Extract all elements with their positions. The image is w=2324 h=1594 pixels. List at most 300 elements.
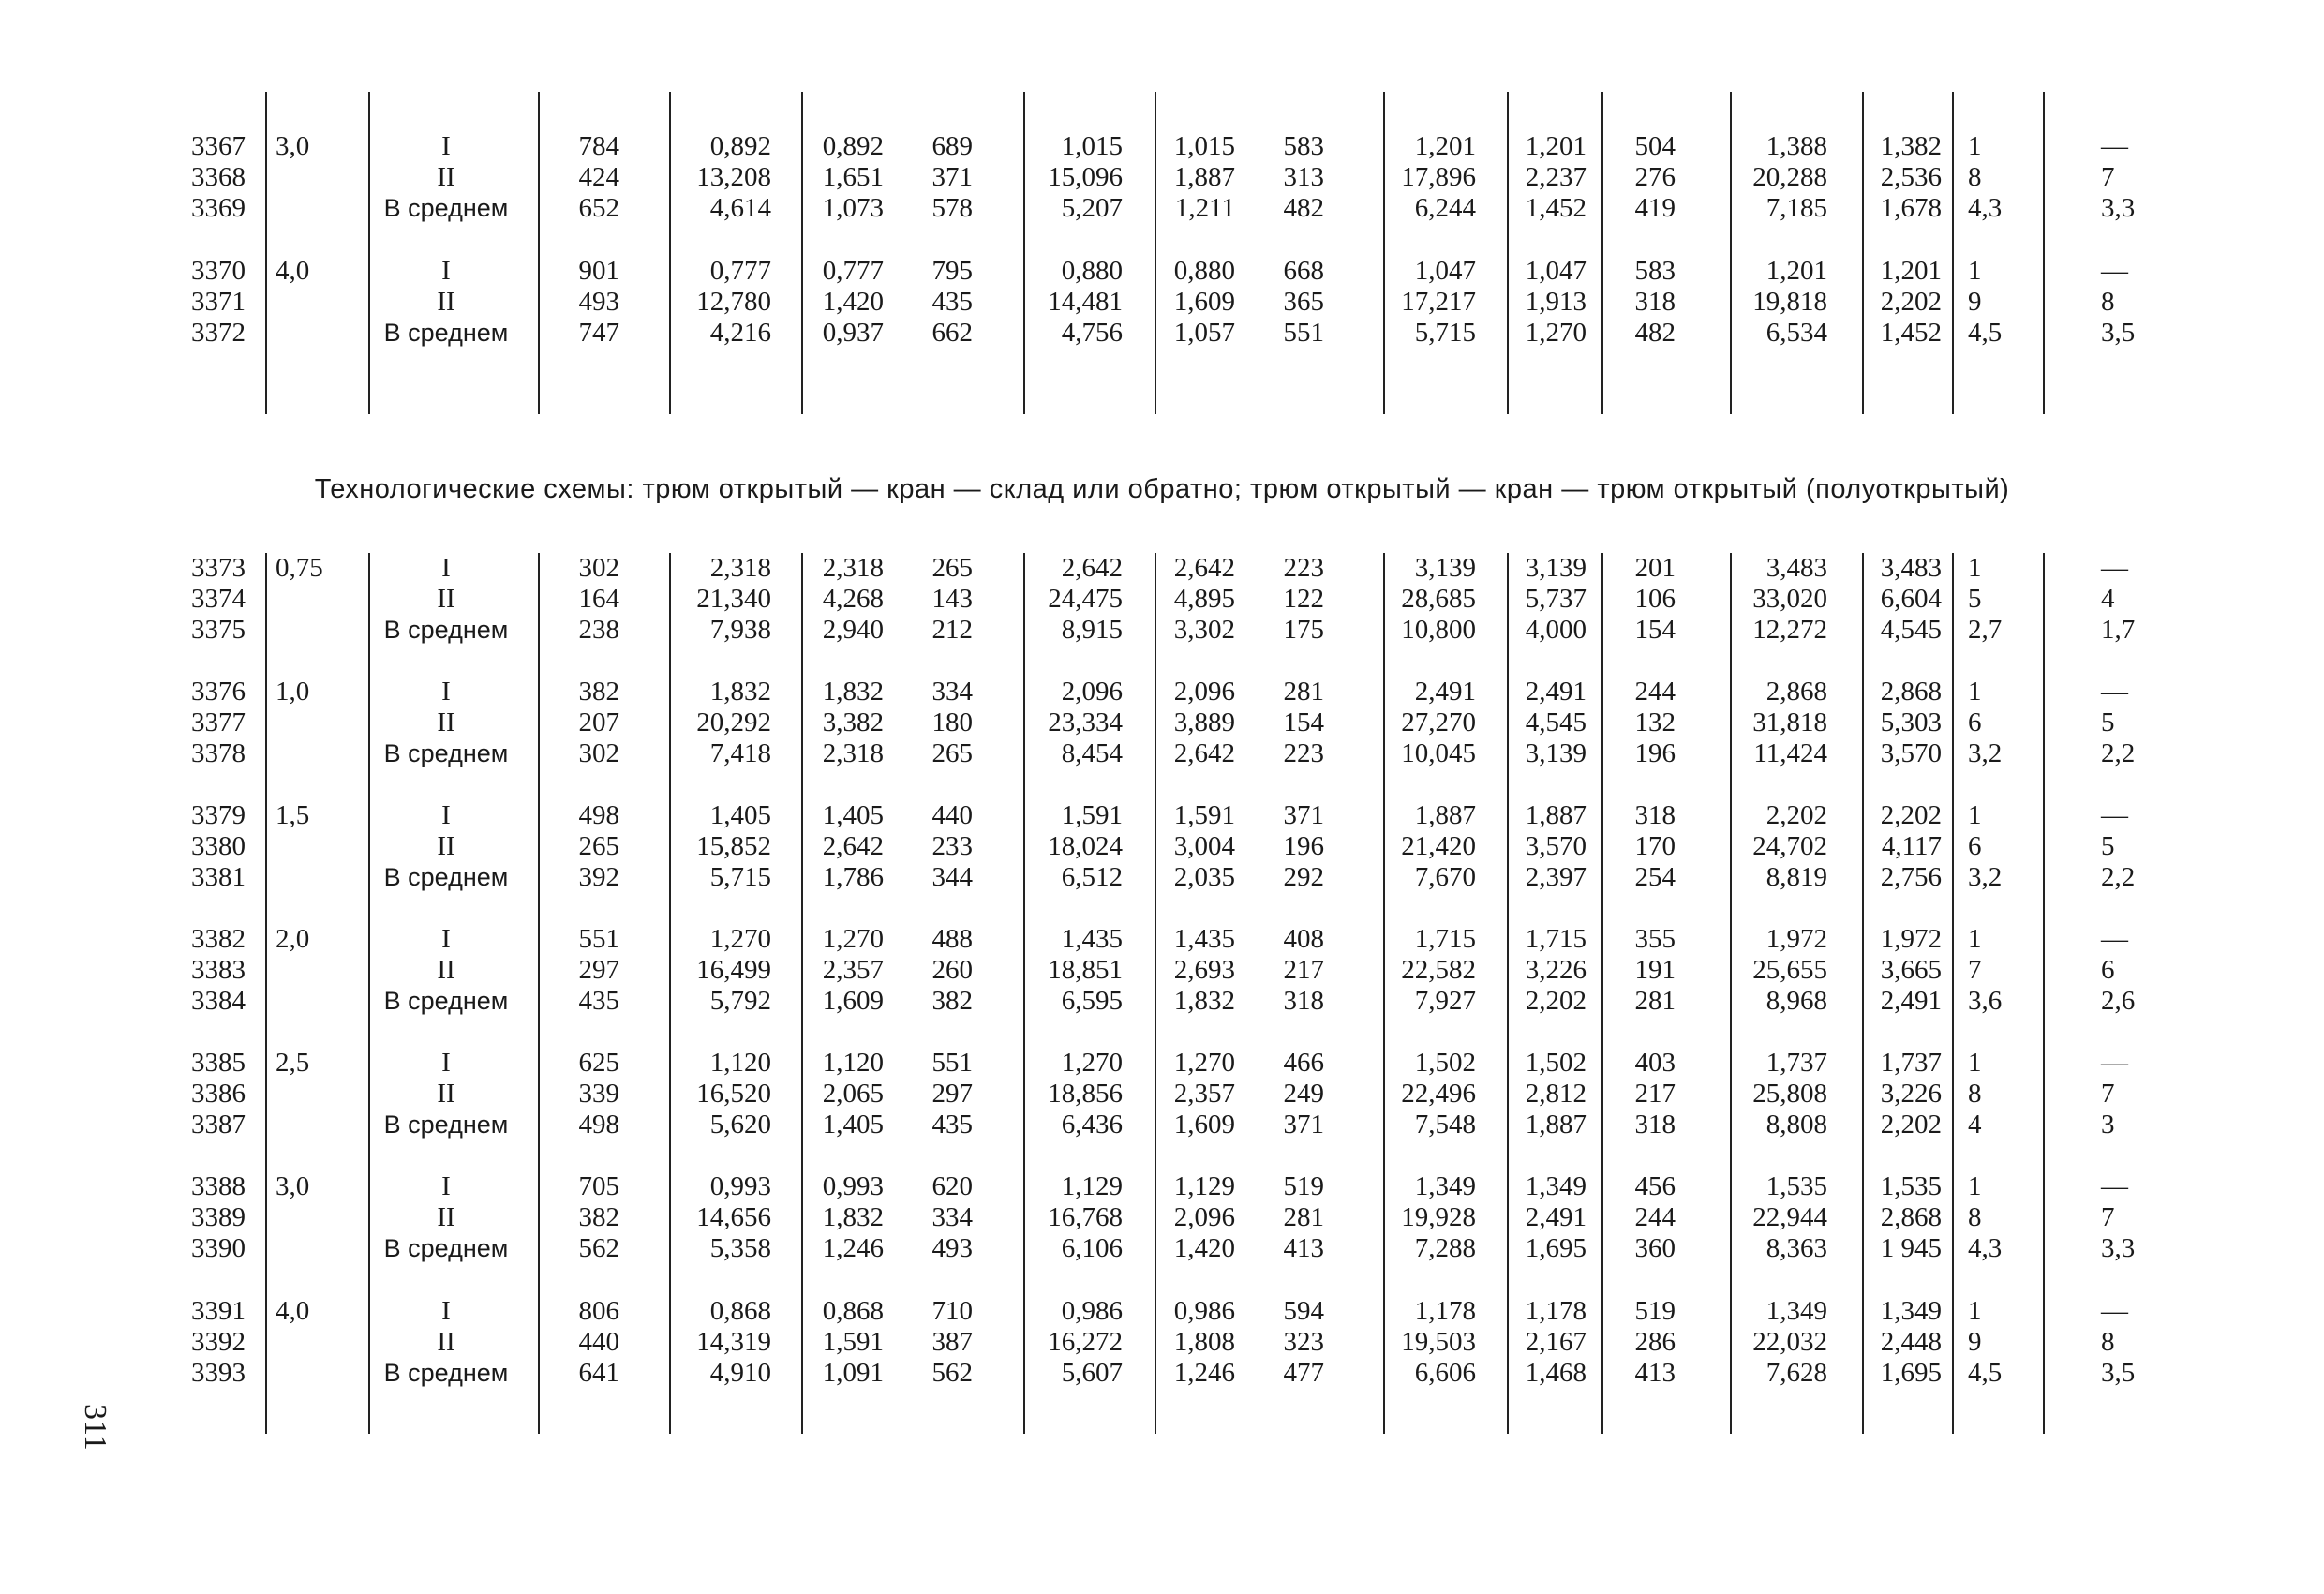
cell-c14: — [2101,1296,2128,1326]
cell-c8: 1,178 [1414,1296,1476,1326]
cell-c8: 17,896 [1401,162,1476,192]
cell-c1: 498 [578,800,619,830]
cell-c9: 1,887 [1525,1110,1587,1140]
cell-c6: 1,270 [1173,1048,1235,1078]
cell-category-value: 3,0 [276,131,310,161]
cell-c1: 435 [578,986,619,1016]
cell-c9: 3,570 [1525,831,1587,861]
cell-c11: 6,534 [1765,318,1827,348]
cell-row-number: 3385 [191,1048,246,1078]
cell-c4: 297 [931,1079,973,1109]
cell-c9: 1,715 [1525,924,1587,954]
cell-c12: 1,452 [1880,318,1942,348]
cell-c3: 4,268 [822,584,884,614]
cell-c3: 0,993 [822,1171,884,1201]
cell-c10: 583 [1634,256,1676,286]
cell-c11: 1,972 [1765,924,1827,954]
cell-c12: 1,737 [1880,1048,1942,1078]
cell-c14: 8 [2101,1327,2115,1357]
cell-c13: 1 [1968,553,1982,583]
cell-c9: 1,201 [1525,131,1587,161]
cell-c4: 440 [931,800,973,830]
cell-c4: 334 [931,1202,973,1232]
cell-c13: 1 [1968,800,1982,830]
cell-c3: 1,591 [822,1327,884,1357]
cell-mode-label: I [441,924,451,954]
cell-c8: 1,887 [1414,800,1476,830]
cell-row-number: 3376 [191,677,246,707]
cell-row-number: 3387 [191,1110,246,1140]
cell-category-value: 4,0 [276,1296,310,1326]
cell-c6: 1,609 [1173,287,1235,317]
cell-c8: 19,928 [1401,1202,1476,1232]
cell-row-number: 3384 [191,986,246,1016]
cell-c7: 313 [1283,162,1324,192]
cell-c8: 2,491 [1414,677,1476,707]
column-rule [669,553,671,1434]
cell-c13: 2,7 [1968,615,2003,645]
cell-c12: 2,202 [1880,800,1942,830]
cell-c1: 440 [578,1327,619,1357]
cell-c12: 4,545 [1880,615,1942,645]
cell-c2: 15,852 [696,831,771,861]
cell-c11: 25,655 [1752,955,1827,985]
cell-c11: 20,288 [1752,162,1827,192]
cell-c9: 1,270 [1525,318,1587,348]
cell-c8: 7,288 [1414,1233,1476,1263]
cell-mode-label: I [441,131,451,161]
cell-c14: 2,2 [2101,738,2136,768]
cell-c13: 3,2 [1968,862,2003,892]
cell-c8: 1,502 [1414,1048,1476,1078]
cell-c5: 1,591 [1061,800,1123,830]
cell-c12: 2,202 [1880,287,1942,317]
column-rule [1507,92,1509,414]
cell-c8: 27,270 [1401,708,1476,737]
cell-c9: 1,913 [1525,287,1587,317]
cell-c6: 3,004 [1173,831,1235,861]
cell-row-number: 3393 [191,1358,246,1388]
cell-category-value: 4,0 [276,256,310,286]
cell-c4: 233 [931,831,973,861]
column-rule [1601,92,1603,414]
cell-c1: 392 [578,862,619,892]
cell-c8: 28,685 [1401,584,1476,614]
cell-c6: 1,435 [1173,924,1235,954]
cell-c5: 1,270 [1061,1048,1123,1078]
cell-mode-label: В среднем [383,194,509,222]
cell-c12: 2,202 [1880,1110,1942,1140]
column-rule [1601,553,1603,1434]
cell-c3: 0,937 [822,318,884,348]
cell-c2: 0,892 [709,131,771,161]
cell-c9: 3,139 [1525,553,1587,583]
cell-c4: 710 [931,1296,973,1326]
cell-c10: 419 [1634,193,1676,223]
cell-c10: 504 [1634,131,1676,161]
cell-c1: 424 [578,162,619,192]
cell-c6: 2,693 [1173,955,1235,985]
cell-row-number: 3380 [191,831,246,861]
cell-c4: 689 [931,131,973,161]
cell-c9: 2,812 [1525,1079,1587,1109]
cell-row-number: 3392 [191,1327,246,1357]
cell-c10: 318 [1634,800,1676,830]
cell-c1: 652 [578,193,619,223]
cell-c2: 4,910 [709,1358,771,1388]
cell-c7: 668 [1283,256,1324,286]
column-rule [1730,92,1732,414]
cell-c10: 482 [1634,318,1676,348]
cell-mode-label: В среднем [383,319,509,347]
cell-c13: 1 [1968,1048,1982,1078]
cell-c2: 7,938 [709,615,771,645]
cell-c3: 1,270 [822,924,884,954]
cell-c6: 1,808 [1173,1327,1235,1357]
cell-c11: 8,808 [1765,1110,1827,1140]
cell-c9: 1,349 [1525,1171,1587,1201]
cell-c14: — [2101,1048,2128,1078]
cell-c4: 344 [931,862,973,892]
cell-c10: 196 [1634,738,1676,768]
cell-mode-label: I [441,1048,451,1078]
cell-c14: — [2101,677,2128,707]
cell-c10: 154 [1634,615,1676,645]
column-rule [538,553,540,1434]
cell-c7: 519 [1283,1171,1324,1201]
cell-c3: 0,892 [822,131,884,161]
cell-row-number: 3381 [191,862,246,892]
cell-c11: 22,944 [1752,1202,1827,1232]
column-rule [265,553,267,1434]
cell-c8: 19,503 [1401,1327,1476,1357]
cell-c3: 1,651 [822,162,884,192]
cell-c12: 1,678 [1880,193,1942,223]
cell-c14: 3,3 [2101,193,2136,223]
cell-c6: 1,609 [1173,1110,1235,1140]
cell-c7: 408 [1283,924,1324,954]
cell-category-value: 1,0 [276,677,310,707]
cell-c9: 1,452 [1525,193,1587,223]
cell-mode-label: В среднем [383,739,509,767]
cell-c4: 620 [931,1171,973,1201]
cell-mode-label: II [437,831,455,861]
cell-c2: 21,340 [696,584,771,614]
cell-c7: 365 [1283,287,1324,317]
cell-mode-label: I [441,800,451,830]
cell-c2: 12,780 [696,287,771,317]
cell-c7: 281 [1283,1202,1324,1232]
cell-c5: 16,272 [1048,1327,1123,1357]
cell-c3: 2,357 [822,955,884,985]
cell-c5: 2,096 [1061,677,1123,707]
cell-c9: 3,139 [1525,738,1587,768]
cell-c4: 435 [931,1110,973,1140]
cell-c2: 2,318 [709,553,771,583]
cell-c13: 8 [1968,1202,1982,1232]
cell-c7: 466 [1283,1048,1324,1078]
cell-c11: 1,737 [1765,1048,1827,1078]
cell-c4: 265 [931,553,973,583]
cell-c12: 6,604 [1880,584,1942,614]
cell-c4: 371 [931,162,973,192]
cell-c1: 747 [578,318,619,348]
cell-c12: 1,201 [1880,256,1942,286]
cell-row-number: 3370 [191,256,246,286]
cell-c10: 403 [1634,1048,1676,1078]
cell-mode-label: II [437,1327,455,1357]
cell-c13: 1 [1968,1296,1982,1326]
cell-c12: 1,349 [1880,1296,1942,1326]
cell-c2: 1,120 [709,1048,771,1078]
cell-c11: 33,020 [1752,584,1827,614]
cell-c11: 7,185 [1765,193,1827,223]
cell-c10: 318 [1634,287,1676,317]
cell-c7: 223 [1283,553,1324,583]
cell-c9: 2,202 [1525,986,1587,1016]
cell-c11: 19,818 [1752,287,1827,317]
cell-c4: 143 [931,584,973,614]
cell-c11: 8,363 [1765,1233,1827,1263]
cell-c8: 7,927 [1414,986,1476,1016]
cell-c8: 10,800 [1401,615,1476,645]
cell-c7: 217 [1283,955,1324,985]
cell-c5: 6,106 [1061,1233,1123,1263]
cell-c5: 16,768 [1048,1202,1123,1232]
column-rule [538,92,540,414]
cell-c1: 705 [578,1171,619,1201]
cell-mode-label: В среднем [383,1359,509,1387]
cell-c9: 1,178 [1525,1296,1587,1326]
cell-c2: 5,620 [709,1110,771,1140]
cell-row-number: 3371 [191,287,246,317]
cell-c11: 1,201 [1765,256,1827,286]
cell-c9: 2,237 [1525,162,1587,192]
cell-c5: 18,851 [1048,955,1123,985]
cell-c1: 238 [578,615,619,645]
cell-c5: 4,756 [1061,318,1123,348]
cell-c14: 4 [2101,584,2115,614]
cell-c2: 14,319 [696,1327,771,1357]
cell-c11: 1,388 [1765,131,1827,161]
cell-c4: 212 [931,615,973,645]
cell-c12: 2,491 [1880,986,1942,1016]
cell-c4: 180 [931,708,973,737]
cell-c11: 11,424 [1753,738,1827,768]
cell-row-number: 3378 [191,738,246,768]
cell-c2: 0,777 [709,256,771,286]
cell-c10: 360 [1634,1233,1676,1263]
cell-row-number: 3372 [191,318,246,348]
cell-c2: 4,216 [709,318,771,348]
cell-c5: 18,856 [1048,1079,1123,1109]
cell-c1: 641 [578,1358,619,1388]
cell-c4: 260 [931,955,973,985]
cell-c4: 493 [931,1233,973,1263]
cell-c10: 244 [1634,1202,1676,1232]
cell-c9: 1,468 [1525,1358,1587,1388]
cell-c3: 1,246 [822,1233,884,1263]
cell-c6: 1,832 [1173,986,1235,1016]
cell-c2: 14,656 [696,1202,771,1232]
column-rule [2043,92,2045,414]
cell-c1: 297 [578,955,619,985]
cell-c10: 318 [1634,1110,1676,1140]
cell-c6: 2,096 [1173,677,1235,707]
cell-c7: 154 [1283,708,1324,737]
cell-c6: 1,057 [1173,318,1235,348]
cell-c13: 4,5 [1968,318,2003,348]
cell-c3: 1,120 [822,1048,884,1078]
cell-c6: 1,591 [1173,800,1235,830]
cell-c10: 201 [1634,553,1676,583]
column-rule [368,553,370,1434]
cell-c3: 3,382 [822,708,884,737]
cell-c6: 3,302 [1173,615,1235,645]
cell-c3: 1,405 [822,1110,884,1140]
column-rule [801,553,803,1434]
cell-c12: 1,695 [1880,1358,1942,1388]
cell-c9: 2,491 [1525,677,1587,707]
column-rule [669,92,671,414]
column-rule [1862,553,1864,1434]
cell-c10: 254 [1634,862,1676,892]
cell-c11: 1,535 [1765,1171,1827,1201]
cell-c2: 0,993 [709,1171,771,1201]
cell-c4: 382 [931,986,973,1016]
cell-c11: 3,483 [1765,553,1827,583]
cell-c13: 6 [1968,708,1982,737]
cell-row-number: 3379 [191,800,246,830]
cell-c6: 1,246 [1173,1358,1235,1388]
cell-mode-label: II [437,1079,455,1109]
cell-c11: 7,628 [1765,1358,1827,1388]
cell-c3: 2,318 [822,738,884,768]
cell-c4: 387 [931,1327,973,1357]
cell-c13: 4,3 [1968,193,2003,223]
cell-c14: — [2101,1171,2128,1201]
cell-c2: 7,418 [709,738,771,768]
cell-c14: 3,3 [2101,1233,2136,1263]
cell-c6: 3,889 [1173,708,1235,737]
cell-row-number: 3389 [191,1202,246,1232]
cell-c1: 784 [578,131,619,161]
column-rule [1862,92,1864,414]
cell-c6: 1,015 [1173,131,1235,161]
cell-c6: 2,035 [1173,862,1235,892]
cell-category-value: 2,5 [276,1048,310,1078]
cell-mode-label: В среднем [383,616,509,644]
cell-c5: 18,024 [1048,831,1123,861]
cell-c1: 302 [578,553,619,583]
cell-c14: 6 [2101,955,2115,985]
cell-c5: 1,129 [1061,1171,1123,1201]
cell-c5: 15,096 [1048,162,1123,192]
cell-c14: 3,5 [2101,318,2136,348]
page-number: 311 [78,1404,112,1451]
cell-c9: 1,047 [1525,256,1587,286]
cell-c6: 2,642 [1173,738,1235,768]
cell-mode-label: В среднем [383,987,509,1015]
cell-c3: 0,868 [822,1296,884,1326]
cell-c10: 106 [1634,584,1676,614]
cell-c14: 7 [2101,1079,2115,1109]
cell-c13: 1 [1968,1171,1982,1201]
cell-c7: 594 [1283,1296,1324,1326]
column-rule [1383,92,1385,414]
cell-mode-label: I [441,677,451,707]
cell-c2: 20,292 [696,708,771,737]
cell-c3: 1,786 [822,862,884,892]
cell-c1: 625 [578,1048,619,1078]
cell-c10: 355 [1634,924,1676,954]
cell-c13: 9 [1968,287,1982,317]
cell-c14: 8 [2101,287,2115,317]
column-rule [1023,92,1025,414]
cell-row-number: 3390 [191,1233,246,1263]
cell-c3: 2,642 [822,831,884,861]
cell-row-number: 3368 [191,162,246,192]
cell-c3: 1,073 [822,193,884,223]
column-rule [1730,553,1732,1434]
cell-mode-label: II [437,162,455,192]
cell-c9: 4,545 [1525,708,1587,737]
cell-c10: 413 [1634,1358,1676,1388]
cell-c11: 2,868 [1765,677,1827,707]
cell-c2: 5,358 [709,1233,771,1263]
cell-c14: 5 [2101,831,2115,861]
cell-c2: 5,715 [709,862,771,892]
cell-c13: 1 [1968,131,1982,161]
cell-c12: 3,483 [1880,553,1942,583]
cell-c13: 8 [1968,162,1982,192]
cell-c3: 2,065 [822,1079,884,1109]
cell-row-number: 3377 [191,708,246,737]
cell-row-number: 3383 [191,955,246,985]
cell-c3: 1,609 [822,986,884,1016]
cell-c7: 292 [1283,862,1324,892]
cell-c6: 1,420 [1173,1233,1235,1263]
cell-c5: 8,454 [1061,738,1123,768]
cell-c6: 0,986 [1173,1296,1235,1326]
cell-c3: 1,420 [822,287,884,317]
column-rule [368,92,370,414]
cell-c8: 22,496 [1401,1079,1476,1109]
cell-c7: 371 [1283,800,1324,830]
cell-c10: 132 [1634,708,1676,737]
cell-c4: 562 [931,1358,973,1388]
cell-c12: 2,536 [1880,162,1942,192]
cell-c7: 583 [1283,131,1324,161]
cell-c2: 16,520 [696,1079,771,1109]
column-rule [1952,92,1954,414]
cell-c12: 5,303 [1880,708,1942,737]
cell-c11: 1,349 [1765,1296,1827,1326]
cell-c4: 551 [931,1048,973,1078]
cell-category-value: 1,5 [276,800,310,830]
cell-c3: 1,405 [822,800,884,830]
cell-c9: 3,226 [1525,955,1587,985]
cell-c10: 276 [1634,162,1676,192]
cell-c12: 1,382 [1880,131,1942,161]
column-rule [265,92,267,414]
cell-c5: 24,475 [1048,584,1123,614]
cell-c1: 265 [578,831,619,861]
cell-c10: 244 [1634,677,1676,707]
cell-c2: 1,832 [709,677,771,707]
cell-c6: 2,096 [1173,1202,1235,1232]
cell-c8: 7,548 [1414,1110,1476,1140]
